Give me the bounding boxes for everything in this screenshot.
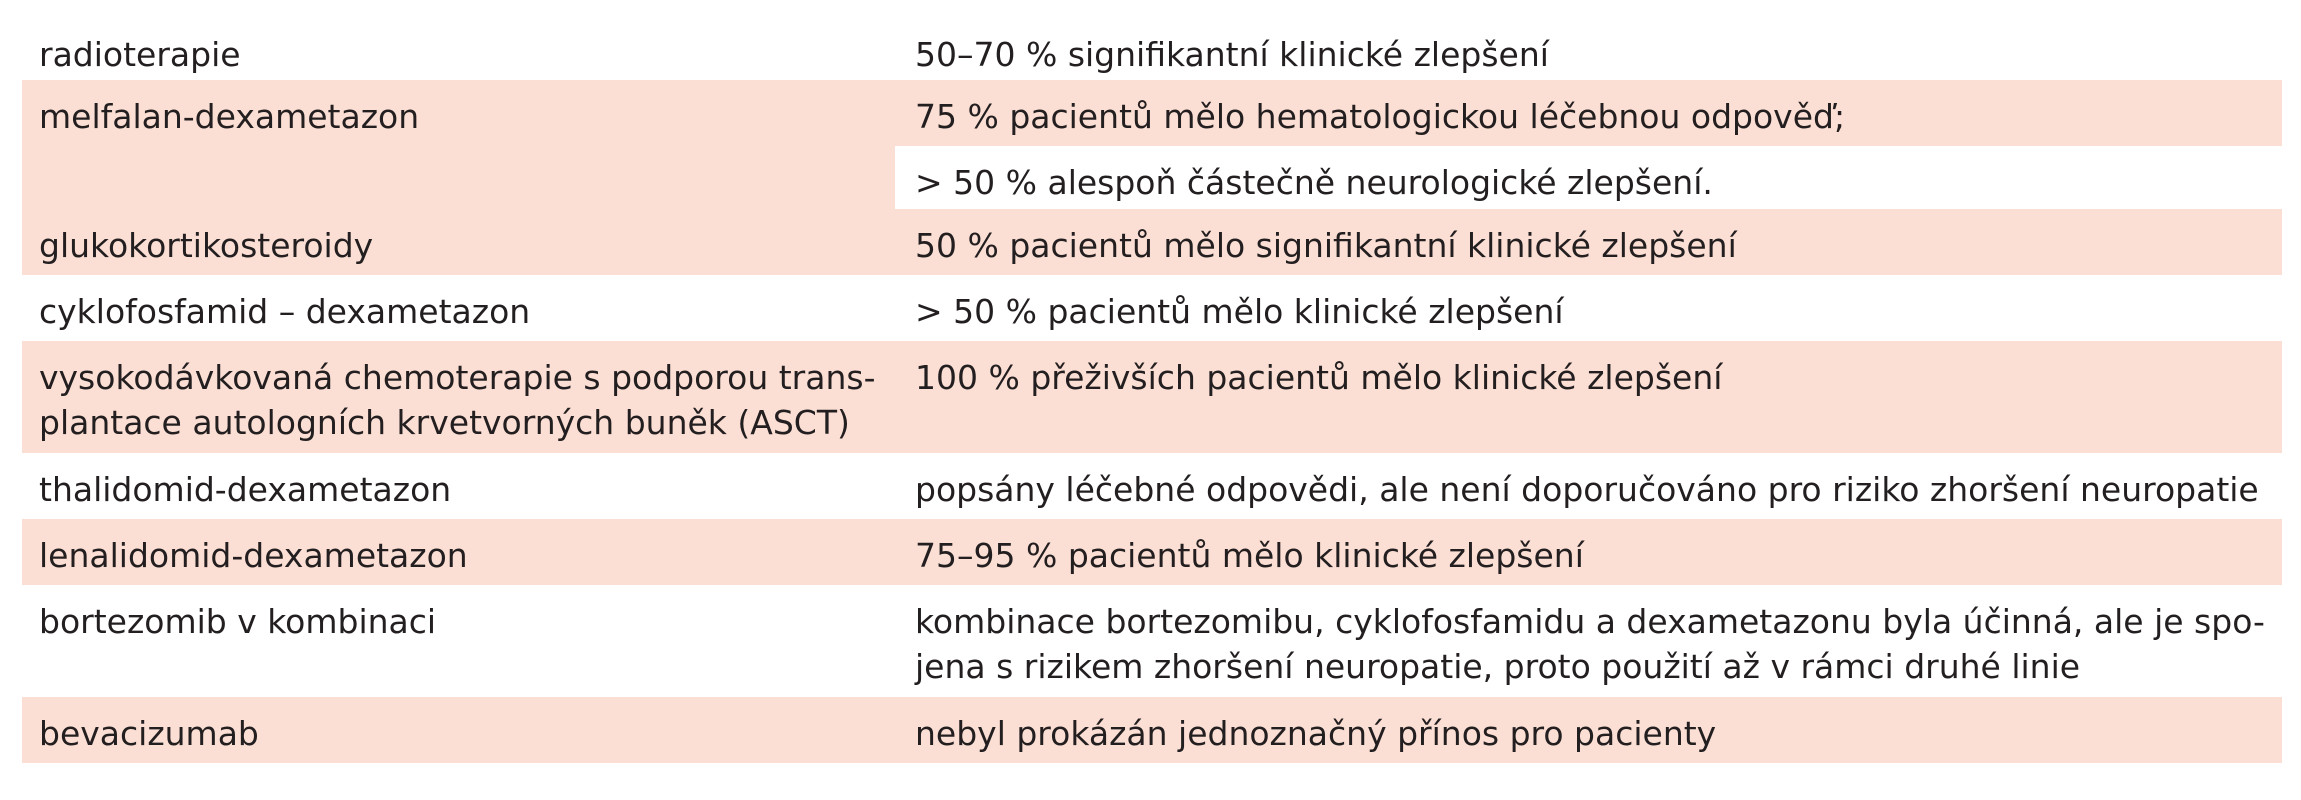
treatment-cell [22,697,895,763]
outcome-line [895,18,2282,83]
outcome-cell [895,80,2282,209]
treatment-table [22,18,2282,763]
treatment-cell [22,585,895,697]
table-row [22,453,2282,519]
treatment-label: vysokodávkovaná chemoterapie s podporou trans- [39,358,876,397]
table-row [22,519,2282,585]
outcome-text: popsány léčebné odpovědi, ale není doporučováno pro riziko zhoršení neuropatie [915,470,2259,509]
treatment-cell [22,453,895,519]
treatment-label: thalidomid-dexametazon [39,470,452,509]
outcome-text: 75 % pacientů mělo hematologickou léčebnou odpověď; [915,97,1846,136]
treatment-cell [22,80,895,209]
treatment-label: glukokortikosteroidy [39,226,374,265]
treatment-cell [22,18,895,80]
table-row [22,275,2282,341]
outcome-line [895,275,2282,340]
treatment-label: lenalidomid-dexametazon [39,536,468,575]
treatment-cell [22,275,895,341]
outcome-cell [895,697,2282,763]
outcome-cell [895,209,2282,275]
outcome-text: > 50 % pacientů mělo klinické zlepšení [915,292,1564,331]
table-row [22,697,2282,763]
table-row [22,341,2282,453]
outcome-cell [895,275,2282,341]
table-row [22,80,2282,209]
treatment-label: bortezomib v kombinaci [39,602,437,641]
outcome-line [895,453,2282,518]
outcome-line [895,697,2282,762]
outcome-cell [895,453,2282,519]
treatment-label: plantace autologních krvetvorných buněk (ASCT) [39,403,850,442]
outcome-text: nebyl prokázán jednoznačný přínos pro pacienty [915,714,1717,753]
outcome-line [895,585,2282,695]
outcome-text: > 50 % alespoň částečně neurologické zlepšení. [915,163,1713,202]
outcome-text: 75–95 % pacientů mělo klinické zlepšení [915,536,1584,575]
treatment-label: cyklofosfamid – dexametazon [39,292,531,331]
treatment-cell [22,519,895,585]
outcome-cell [895,18,2282,80]
outcome-text: 50–70 % signifikantní klinické zlepšení [915,35,1549,74]
outcome-text: kombinace bortezomibu, cyklofosfamidu a dexametazonu byla účinná, ale je spo- [915,602,2265,641]
outcome-cell [895,585,2282,697]
treatment-cell [22,209,895,275]
outcome-line [895,341,2282,406]
outcome-line [895,146,2282,209]
treatment-label: radioterapie [39,35,241,74]
table-row [22,585,2282,697]
treatment-label: bevacizumab [39,714,259,753]
table-row [22,209,2282,275]
outcome-line [895,80,2282,142]
outcome-cell [895,519,2282,585]
treatment-cell [22,341,895,453]
table-row [22,18,2282,80]
outcome-cell [895,341,2282,453]
outcome-text: 50 % pacientů mělo signifikantní klinické zlepšení [915,226,1737,265]
outcome-text: jena s rizikem zhoršení neuropatie, proto použití až v rámci druhé linie [915,647,2081,686]
outcome-line [895,519,2282,584]
treatment-label: melfalan-dexametazon [39,97,420,136]
outcome-line [895,209,2282,274]
outcome-text: 100 % přeživších pacientů mělo klinické zlepšení [915,358,1723,397]
